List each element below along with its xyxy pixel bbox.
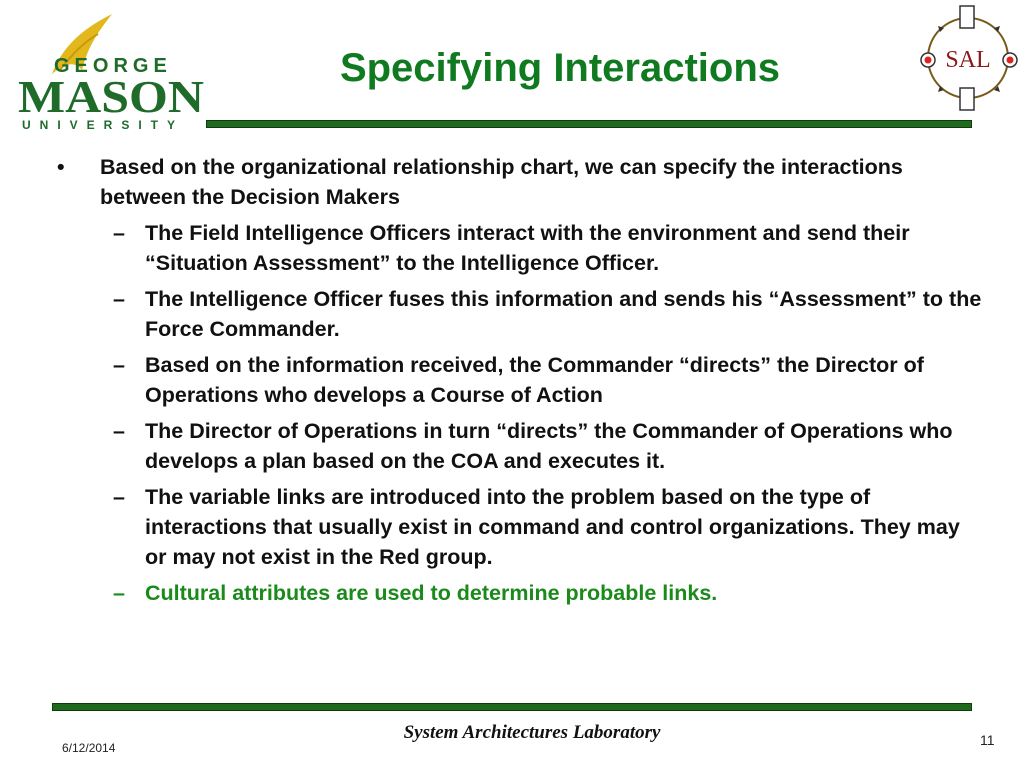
logo-university-text: UNIVERSITY — [22, 118, 185, 132]
george-mason-logo — [14, 10, 210, 132]
sub-bullet-item-highlighted — [55, 578, 985, 608]
george-mason-logo-graphic — [14, 10, 210, 132]
sub-bullet-item — [55, 482, 985, 572]
page-number: 11 — [980, 732, 995, 748]
slide-content — [55, 152, 985, 614]
sub-bullet-item — [55, 218, 985, 278]
main-bullet — [55, 152, 985, 212]
slide-title: Specifying Interactions — [339, 46, 781, 90]
sub-bullet-list — [55, 218, 985, 608]
sub-bullet-marker: – — [113, 419, 125, 443]
logo-mason-text: MASON — [18, 71, 204, 122]
sub-bullet-marker: – — [113, 581, 125, 605]
top-node-icon — [960, 6, 974, 28]
sub-bullet-text: The Director of Operations in turn “directs” the Commander of Operations who develops a plan based on the COA and executes it. — [145, 419, 953, 473]
sub-bullet-marker: – — [113, 287, 125, 311]
sub-bullet-item — [55, 416, 985, 476]
sub-bullet-marker: – — [113, 485, 125, 509]
sub-bullet-text: The Field Intelligence Officers interact with the environment and send their “Situation Assessment” to the Intelligence Officer. — [145, 221, 910, 275]
sub-bullet-text: The variable links are introduced into the problem based on the type of interactions that usually exist in command and control organizations. They may or may not exist in the Red group. — [145, 485, 960, 569]
bottom-node-icon — [960, 88, 974, 110]
right-node-icon — [1007, 57, 1014, 64]
logo-george-text: GEORGE — [54, 55, 172, 77]
sub-bullet-text: Based on the information received, the Commander “directs” the Director of Operations who develops a Course of Action — [145, 353, 924, 407]
bullet-marker: • — [57, 155, 65, 179]
footer-lab-name: System Architectures Laboratory — [403, 722, 661, 743]
sub-bullet-item — [55, 350, 985, 410]
sal-logo — [914, 4, 1022, 112]
sal-text: SAL — [945, 47, 991, 73]
sub-bullet-marker: – — [113, 353, 125, 377]
sub-bullet-marker: – — [113, 221, 125, 245]
left-node-icon — [925, 57, 932, 64]
main-bullet-text: Based on the organizational relationship chart, we can specify the interactions between the Decision Makers — [100, 155, 903, 209]
sub-bullet-text: Cultural attributes are used to determine probable links. — [145, 581, 718, 605]
header-divider-bar — [206, 120, 972, 128]
footer-divider-bar — [52, 703, 972, 711]
sal-logo-graphic — [914, 4, 1022, 112]
sub-bullet-item — [55, 284, 985, 344]
footer-date: 6/12/2014 — [62, 741, 116, 755]
sub-bullet-text: The Intelligence Officer fuses this information and sends his “Assessment” to the Force Commander. — [145, 287, 982, 341]
